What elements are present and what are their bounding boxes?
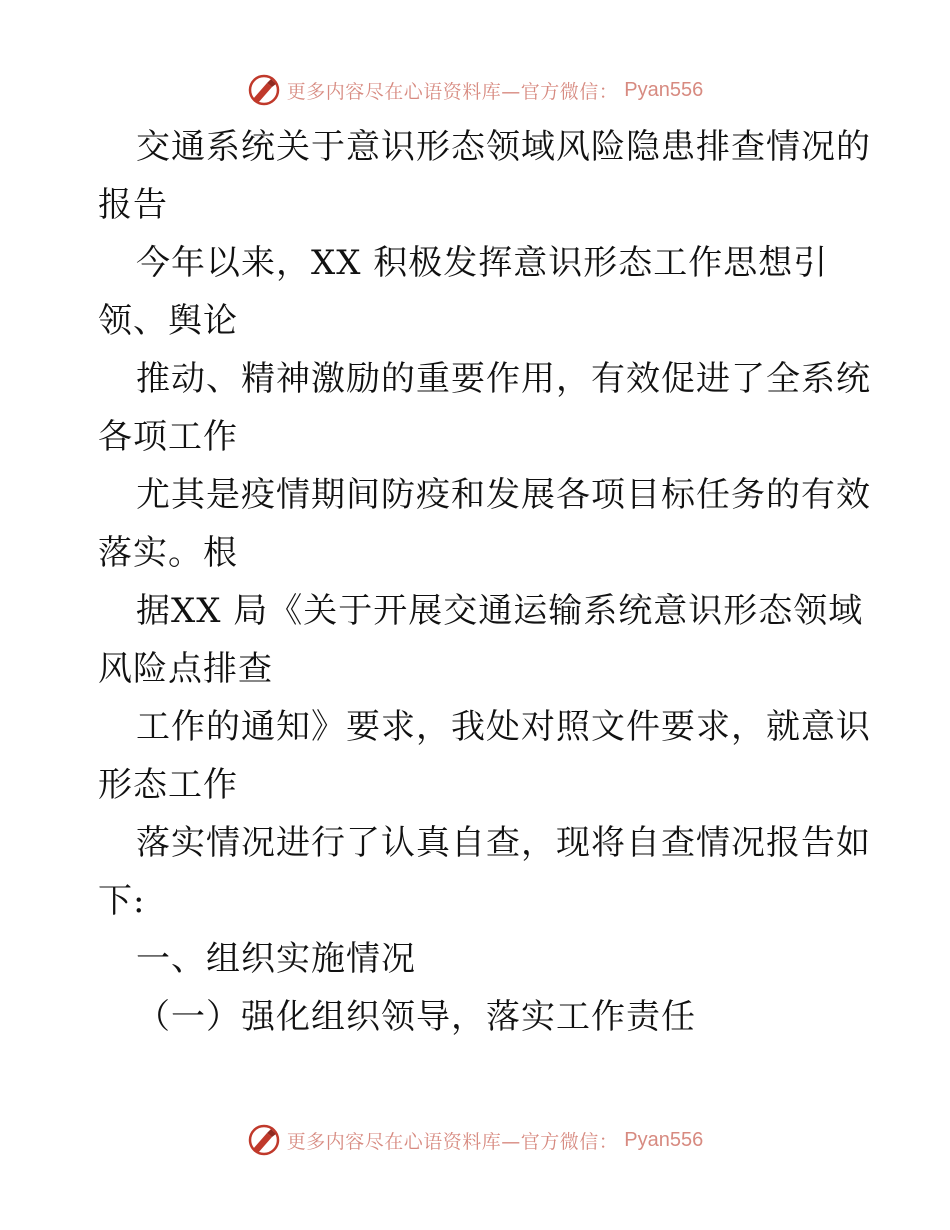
watermark-wechat-id: Pyan556 — [624, 1128, 704, 1151]
pen-logo-icon — [247, 1123, 281, 1157]
doc-line: 交通系统关于意识形态领域风险隐患排查情况的 — [136, 127, 871, 167]
section-heading: 一、组织实施情况 — [136, 939, 416, 979]
watermark-wechat-id: Pyan556 — [624, 78, 704, 101]
watermark-text: 更多内容尽在心语资料库—官方微信： — [286, 80, 619, 103]
pen-logo-icon — [247, 73, 281, 107]
doc-line: 据XX 局《关于开展交通运输系统意识形态领域 — [136, 591, 864, 631]
doc-line: 下: — [98, 881, 146, 921]
document-body — [98, 118, 871, 1046]
watermark-text: 更多内容尽在心语资料库—官方微信： — [286, 1130, 619, 1153]
doc-line: 各项工作 — [98, 417, 238, 457]
subsection-heading: （一）强化组织领导，落实工作责任 — [136, 997, 696, 1037]
doc-line: 落实情况进行了认真自查，现将自查情况报告如 — [136, 823, 871, 863]
doc-line: 今年以来，XX 积极发挥意识形态工作思想引 — [136, 243, 829, 283]
watermark-header — [0, 70, 950, 110]
doc-line: 推动、精神激励的重要作用，有效促进了全系统 — [136, 359, 871, 399]
doc-line: 落实。根 — [98, 533, 238, 573]
watermark-footer — [0, 1120, 950, 1160]
doc-line: 尤其是疫情期间防疫和发展各项目标任务的有效 — [136, 475, 871, 515]
doc-line: 形态工作 — [98, 765, 238, 805]
doc-line: 工作的通知》要求，我处对照文件要求，就意识 — [136, 707, 871, 747]
doc-line: 报告 — [98, 185, 168, 225]
doc-line: 领、舆论 — [98, 301, 238, 341]
doc-line: 风险点排查 — [98, 649, 273, 689]
